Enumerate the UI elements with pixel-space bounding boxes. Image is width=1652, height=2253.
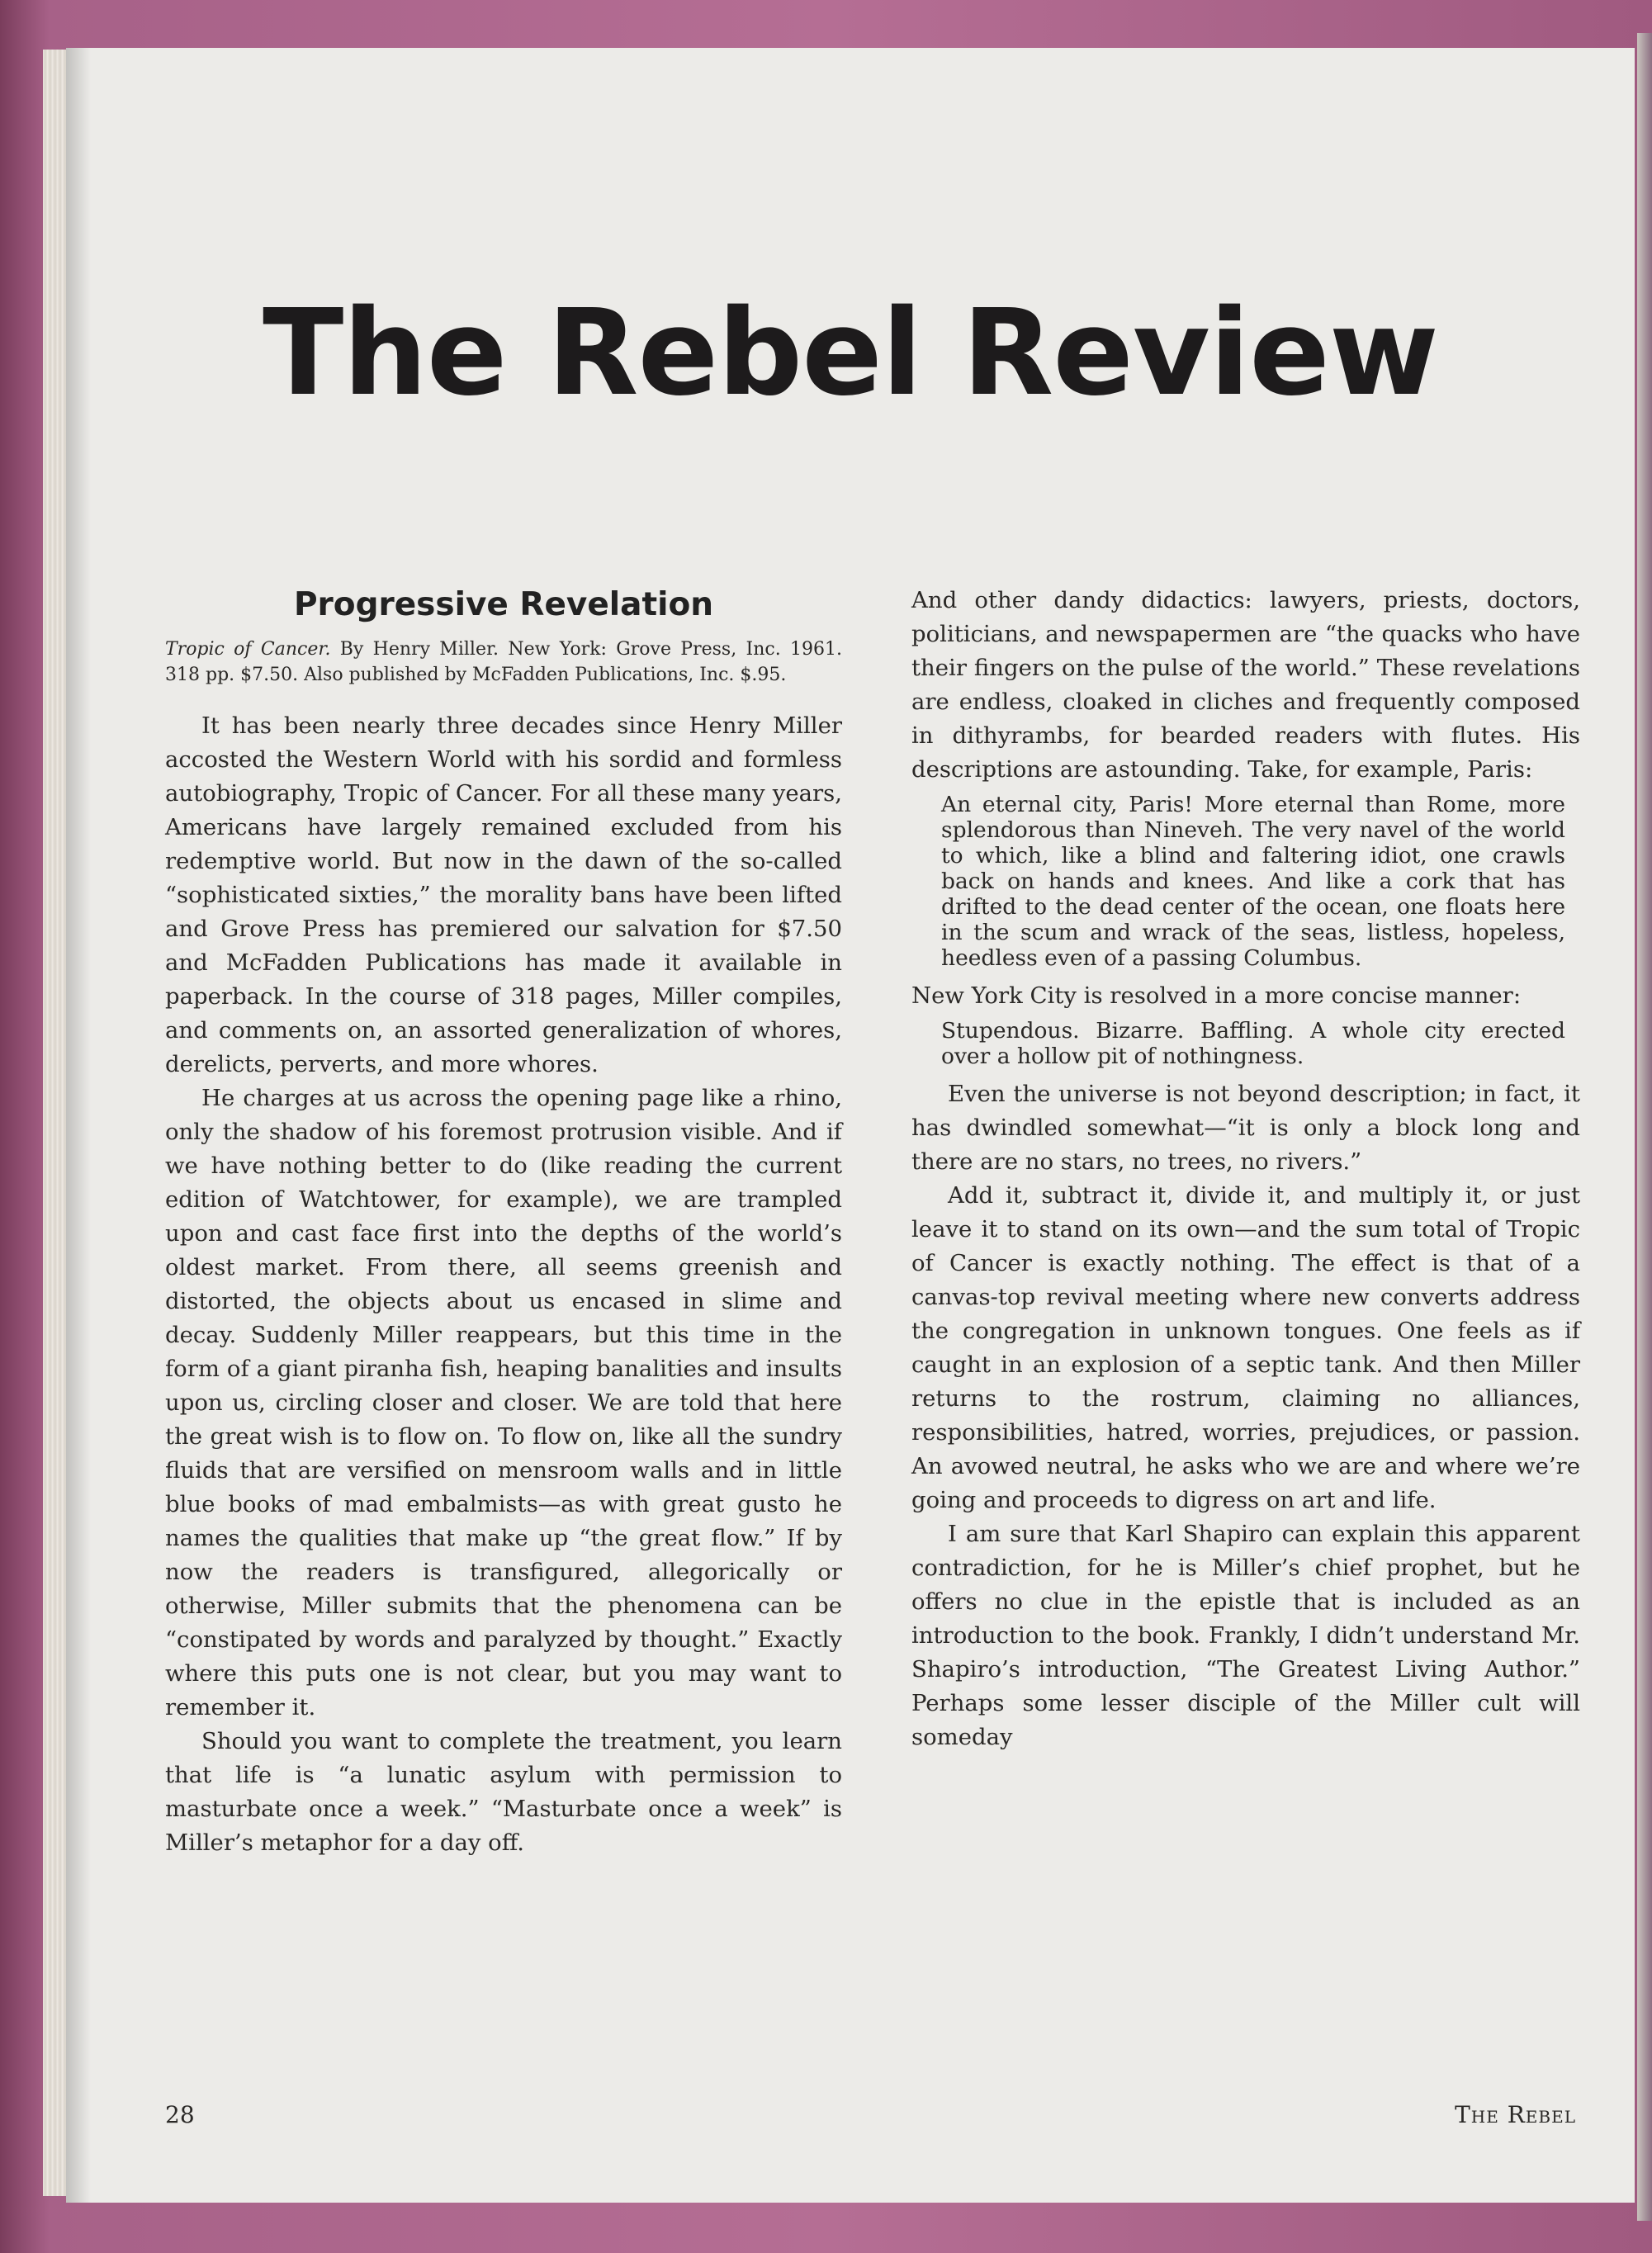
paragraph: New York City is resolved in a more concise manner: bbox=[911, 982, 1522, 1009]
spine-shadow bbox=[66, 48, 91, 2203]
citation-details: By Henry Miller. New York: Grove Press, Inc. 1961. 318 pp. $7.50. Also published by McFadden Publications, Inc. $.95. bbox=[165, 639, 842, 685]
paragraph: Even the universe is not beyond description; in fact, it has dwindled somewhat—“it is only a block long and there are no stars, no trees, no rivers.” bbox=[911, 1081, 1580, 1175]
paragraph: He charges at us across the opening page like a rhino, only the shadow of his foremost protrusion visible. And if we have nothing better to do (like reading the current edition of Watchtower, for example), we are trampled upon and cast face first into the depths of the world’s oldest market. From there, all seems greenish and distorted, the objects about us encased in slime and decay. Suddenly Miller reappears, but this time in the form of a giant piranha fish, heaping banalities and insults upon us, circling closer and closer. We are told that here the great wish is to flow on. To flow on, like all the sundry fluids that are versified on mensroom walls and in little blue books of mad embalmists—as with great gusto he names the qualities that make up “the great flow.” If by now the readers is transfigured, allegorically or otherwise, Miller submits that the phenomena can be “constipated by words and paralyzed by thought.” Exactly where this puts one is not clear, but you may want to remember it. bbox=[165, 1085, 842, 1721]
running-footer-publication: The Rebel bbox=[1455, 2101, 1576, 2128]
masthead-title: The Rebel Review bbox=[263, 283, 1438, 422]
paragraph: Add it, subtract it, divide it, and multiply it, or just leave it to stand on its own—and the sum total of Tropic of Cancer is exactly nothing. The effect is that of a canvas-top revival meeting where new converts address the congregation in unknown tongues. One feels as if caught in an explosion of a septic tank. And then Miller returns to the rostrum, claiming no alliances, responsibilities, hatred, worries, prejudices, or passion. An avowed neutral, he asks who we are and where we’re going and proceeds to digress on art and life. bbox=[911, 1182, 1580, 1513]
paragraph: It has been nearly three decades since Henry Miller accosted the Western World with his sordid and formless autobiography, Tropic of Cancer. For all these many years, Americans have largely remained excluded from his redemptive world. But now in the dawn of the so-called “sophisticated sixties,” the morality bans have been lifted and Grove Press has premiered our salvation for $7.50 and McFadden Publications has made it available in paperback. In the course of 318 pages, Miller compiles, and comments on, an assorted generalization of whores, derelicts, perverts, and more whores. bbox=[165, 712, 842, 1077]
book-citation bbox=[165, 637, 842, 688]
paragraph: And other dandy didactics: lawyers, priests, doctors, politicians, and newspapermen are “the quacks who have their fingers on the pulse of the world.” These revelations are endless, cloaked in cliches and frequently composed in dithyrambs, for bearded readers with flutes. His descriptions are astounding. Take, for example, Paris: bbox=[911, 587, 1580, 783]
page-number: 28 bbox=[165, 2101, 195, 2128]
block-quote-paris: An eternal city, Paris! More eternal than Rome, more splendorous than Nineveh. The very navel of the world to which, like a blind and faltering idiot, one crawls back on hands and knees. And like a cork that has drifted to the dead center of the ocean, one floats here in the scum and wrack of the seas, listless, hopeless, heedless even of a passing Columbus. bbox=[941, 792, 1565, 971]
right-column bbox=[911, 584, 1580, 1754]
left-column bbox=[165, 584, 842, 1860]
right-page-edge bbox=[1637, 33, 1652, 2221]
paragraph: Should you want to complete the treatment, you learn that life is “a lunatic asylum with permission to masturbate once a week.” “Masturbate once a week” is Miller’s metaphor for a day off. bbox=[165, 1728, 842, 1856]
article-title: Progressive Revelation bbox=[293, 586, 714, 623]
citation-book-title: Tropic of Cancer. bbox=[165, 639, 331, 660]
paragraph: I am sure that Karl Shapiro can explain this apparent contradiction, for he is Miller’s chief prophet, but he offers no clue in the epistle that is included as an introduction to the book. Frankly, I didn’t understand Mr. Shapiro’s introduction, “The Greatest Living Author.” Perhaps some lesser disciple of the Miller cult will someday bbox=[911, 1521, 1580, 1750]
block-quote-new-york: Stupendous. Bizarre. Baffling. A whole city erected over a hollow pit of nothingness. bbox=[941, 1018, 1565, 1069]
